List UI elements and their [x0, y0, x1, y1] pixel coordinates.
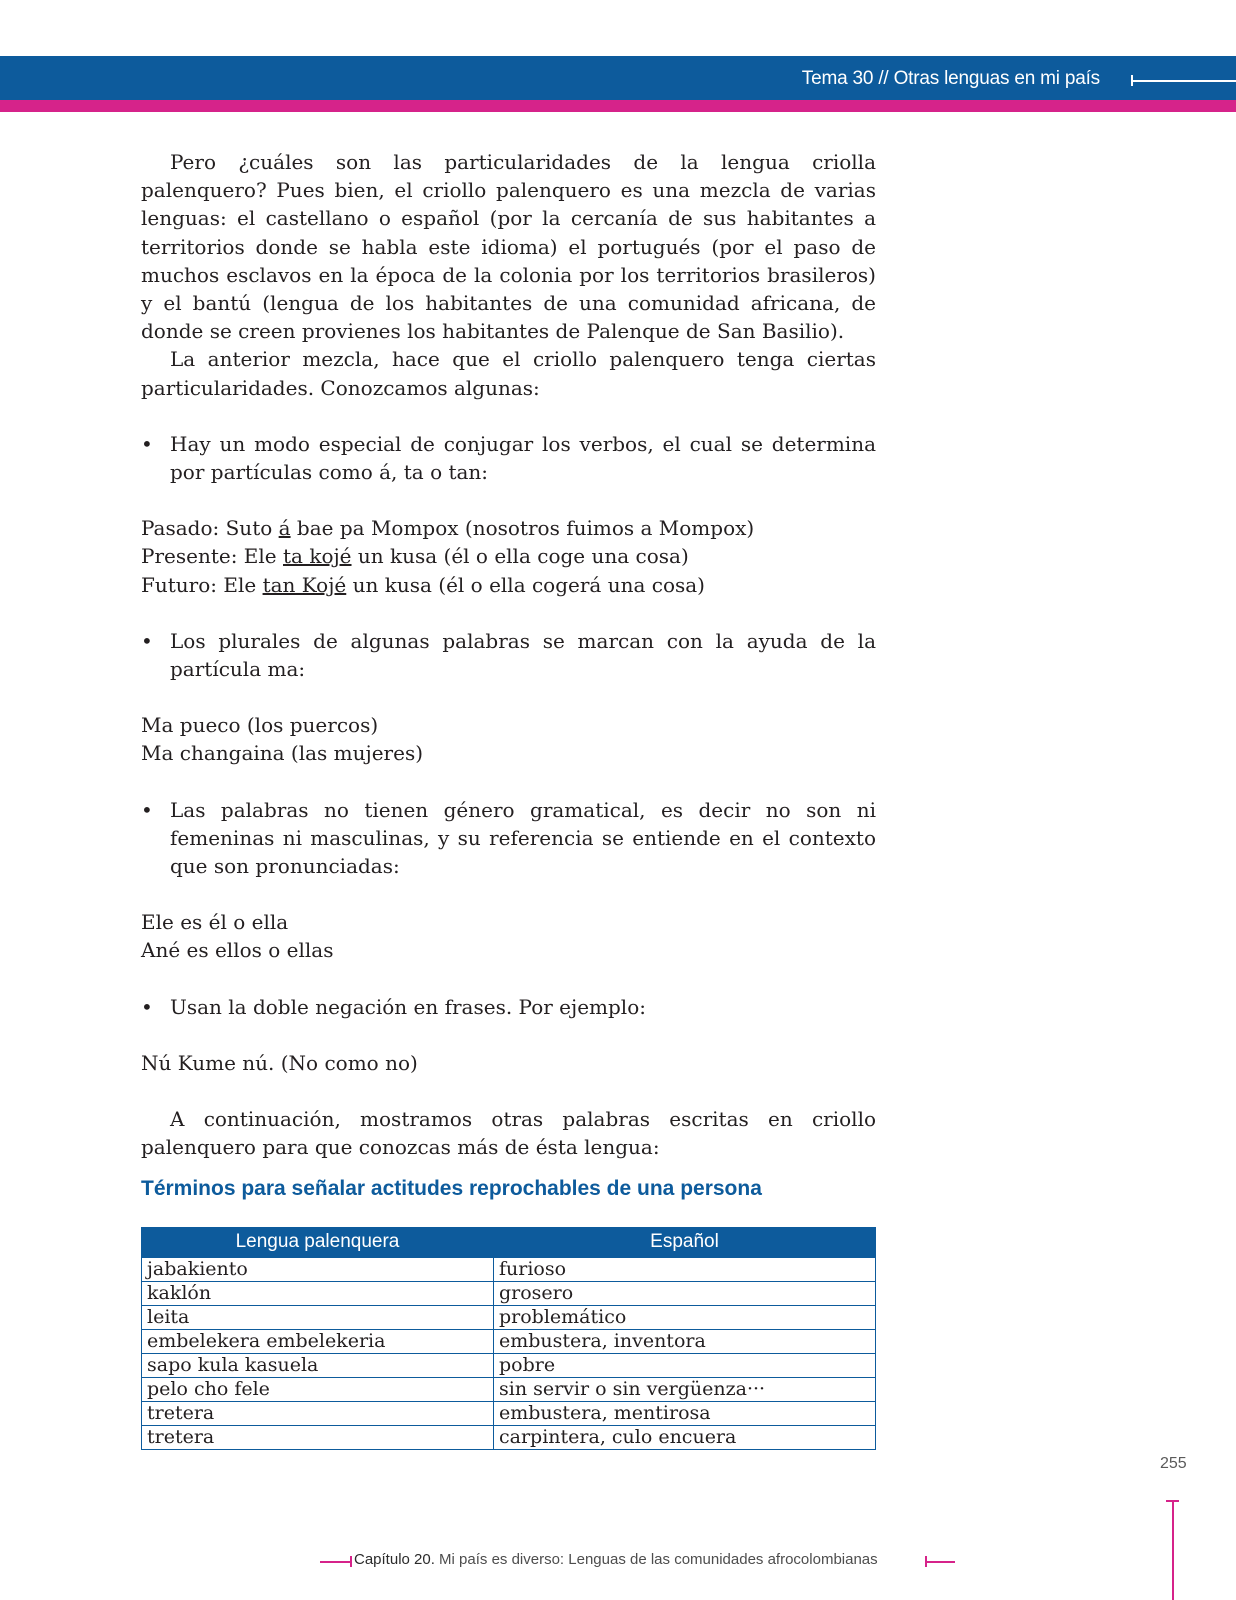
- section-title: Términos para señalar actitudes reprochables de una persona: [141, 1177, 762, 1201]
- cell-palenquera: sapo kula kasuela: [142, 1353, 494, 1377]
- cell-espanol: carpintera, culo encuera: [494, 1425, 876, 1449]
- paragraph-intro: Pero ¿cuáles son las particularidades de la lengua criolla palenquero? Pues bien, el criollo palenquero es una mezcla de varias lenguas: el castellano o español (por la cercanía de sus habitantes a territorios donde se habla este idioma) el portugués (por el paso de muchos esclavos en la época de la colonia por los territorios brasileros) y el bantú (lengua de los habitantes de una comunidad africana, de donde se creen provienes los habitantes de Palenque de San Basilio).: [141, 150, 876, 344]
- footer-chapter: Capítulo 20.: [354, 1551, 435, 1568]
- bullet-negation: [141, 993, 876, 1021]
- bullet-marker: •: [141, 628, 153, 653]
- bullet-plurals: [141, 627, 876, 683]
- table-row: [142, 1353, 876, 1377]
- page-number: 255: [1160, 1455, 1187, 1472]
- table-row: [142, 1329, 876, 1353]
- vocabulary-table: [141, 1227, 876, 1449]
- cell-espanol: grosero: [494, 1281, 876, 1305]
- bullet-verbs: [141, 430, 876, 486]
- column-header-palenquera: Lengua palenquera: [142, 1228, 494, 1257]
- cell-palenquera: jabakiento: [142, 1257, 494, 1281]
- cell-espanol: pobre: [494, 1353, 876, 1377]
- cell-espanol: sin servir o sin vergüenza···: [494, 1377, 876, 1401]
- negation-example: Nú Kume nú. (No como no): [141, 1050, 418, 1075]
- bullet-text: Usan la doble negación en frases. Por ejemplo:: [170, 994, 646, 1019]
- bullet-gender: [141, 796, 876, 881]
- main-content: [141, 148, 876, 1450]
- cell-espanol: furioso: [494, 1257, 876, 1281]
- header-rule: [1133, 80, 1236, 82]
- header-title: Tema 30 // Otras lenguas en mi país: [801, 68, 1100, 89]
- cell-espanol: embustera, inventora: [494, 1329, 876, 1353]
- footer-rule-left: [320, 1561, 350, 1563]
- table-row: [142, 1377, 876, 1401]
- footer-rule-right: [927, 1561, 955, 1563]
- bullet-text: Hay un modo especial de conjugar los verbos, el cual se determina por partículas como á, ta o tan:: [170, 431, 876, 485]
- table-row: [142, 1305, 876, 1329]
- bullet-text: Los plurales de algunas palabras se marcan con la ayuda de la partícula ma:: [170, 628, 876, 682]
- footer-rule-left-tick: [350, 1556, 352, 1567]
- bullet-marker: •: [141, 431, 153, 456]
- table-row: [142, 1281, 876, 1305]
- column-header-espanol: Español: [494, 1228, 876, 1257]
- underlined-particle: ta kojé: [283, 544, 352, 569]
- cell-palenquera: tretera: [142, 1425, 494, 1449]
- bullet-text: Las palabras no tienen género gramatical, es decir no son ni femeninas ni masculinas, y su referencia se entiende en el contexto que son pronunciadas:: [170, 797, 876, 879]
- bullet-marker: •: [141, 994, 153, 1019]
- underlined-particle: á: [278, 516, 291, 541]
- example-pasado: Pasado: Suto á bae pa Mompox (nosotros fuimos a Mompox): [141, 516, 755, 541]
- cell-espanol: embustera, mentirosa: [494, 1401, 876, 1425]
- cell-espanol: problemático: [494, 1305, 876, 1329]
- table-row: [142, 1257, 876, 1281]
- underlined-particle: tan Kojé: [262, 572, 347, 597]
- margin-rule: [1172, 1500, 1174, 1600]
- table-row: [142, 1401, 876, 1425]
- example-presente: Presente: Ele ta kojé un kusa (él o ella coge una cosa): [141, 544, 689, 569]
- header-accent-stripe: [0, 100, 1236, 112]
- plural-example: Ma pueco (los puercos): [141, 713, 379, 738]
- example-futuro: Futuro: Ele tan Kojé un kusa (él o ella cogerá una cosa): [141, 572, 705, 597]
- cell-palenquera: tretera: [142, 1401, 494, 1425]
- gender-example: Ané es ellos o ellas: [141, 938, 334, 963]
- gender-example: Ele es él o ella: [141, 910, 289, 935]
- cell-palenquera: pelo cho fele: [142, 1377, 494, 1401]
- table-header-row: [142, 1228, 876, 1257]
- cell-palenquera: leita: [142, 1305, 494, 1329]
- bullet-marker: •: [141, 797, 153, 822]
- paragraph-continuation: A continuación, mostramos otras palabras escritas en criollo palenquero para que conozcas más de ésta lengua:: [141, 1107, 876, 1160]
- footer: [320, 1551, 960, 1573]
- plural-example: Ma changaina (las mujeres): [141, 741, 424, 766]
- table-row: [142, 1425, 876, 1449]
- paragraph-mixture: La anterior mezcla, hace que el criollo palenquero tenga ciertas particularidades. Conozcamos algunas:: [141, 347, 876, 400]
- cell-palenquera: kaklón: [142, 1281, 494, 1305]
- footer-text: [354, 1551, 878, 1568]
- footer-chapter-title: Mi país es diverso: Lenguas de las comunidades afrocolombianas: [434, 1551, 878, 1568]
- cell-palenquera: embelekera embelekeria: [142, 1329, 494, 1353]
